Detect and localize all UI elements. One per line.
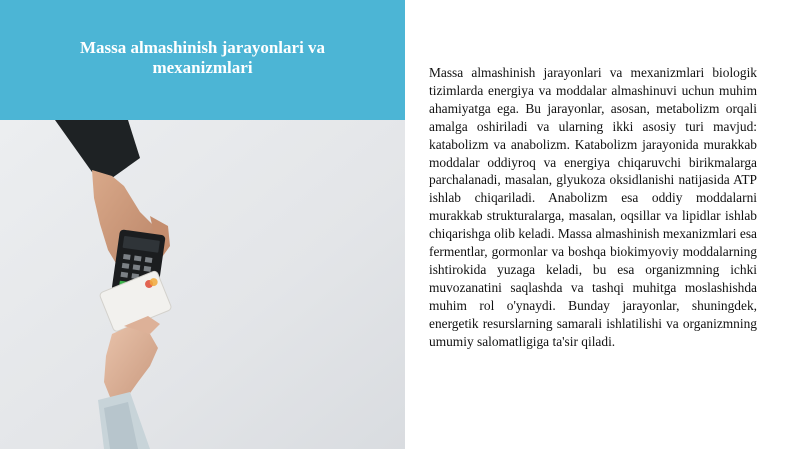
title-banner [0,0,405,120]
payment-photo [0,120,405,449]
slide-title: Massa almashinish jarayonlari va mexanizmlari [79,38,326,77]
payment-terminal-card-illustration [0,120,405,449]
slide-body-text: Massa almashinish jarayonlari va mexanizmlari biologik tizimlarda energiya va moddalar almashinuvi uchun muhim ahamiyatga ega. Bu jarayonlar, asosan, metabolizm orqali amalga oshiriladi va ularning ikki asosiy turi mavjud: katabolizm va anabolizm. Katabolizm jarayonida murakkab moddalar oddiyroq va energiya chiqaruvchi birikmalarga parchalanadi, masalan, glyukoza oksidlanishi natijasida ATP ishlab chiqariladi. Anabolizm esa oddiy moddalarni murakkab strukturalarga, masalan, oqsillar va lipidlar ishlab chiqarishga olib keladi. Massa almashinish mexanizmlari esa fermentlar, gormonlar va boshqa biokimyoviy moddalarning ishtirokida yuzaga keladi, bu esa organizmning ichki muvozanatini saqlashda va tashqi muhitga moslashishda muhim rol o'ynaydi. Bunday jarayonlar, shuningdek, energetik resurslarning samarali ishlatilishi va organizmning umumiy salomatligiga ta'sir qiladi. [429,65,757,349]
